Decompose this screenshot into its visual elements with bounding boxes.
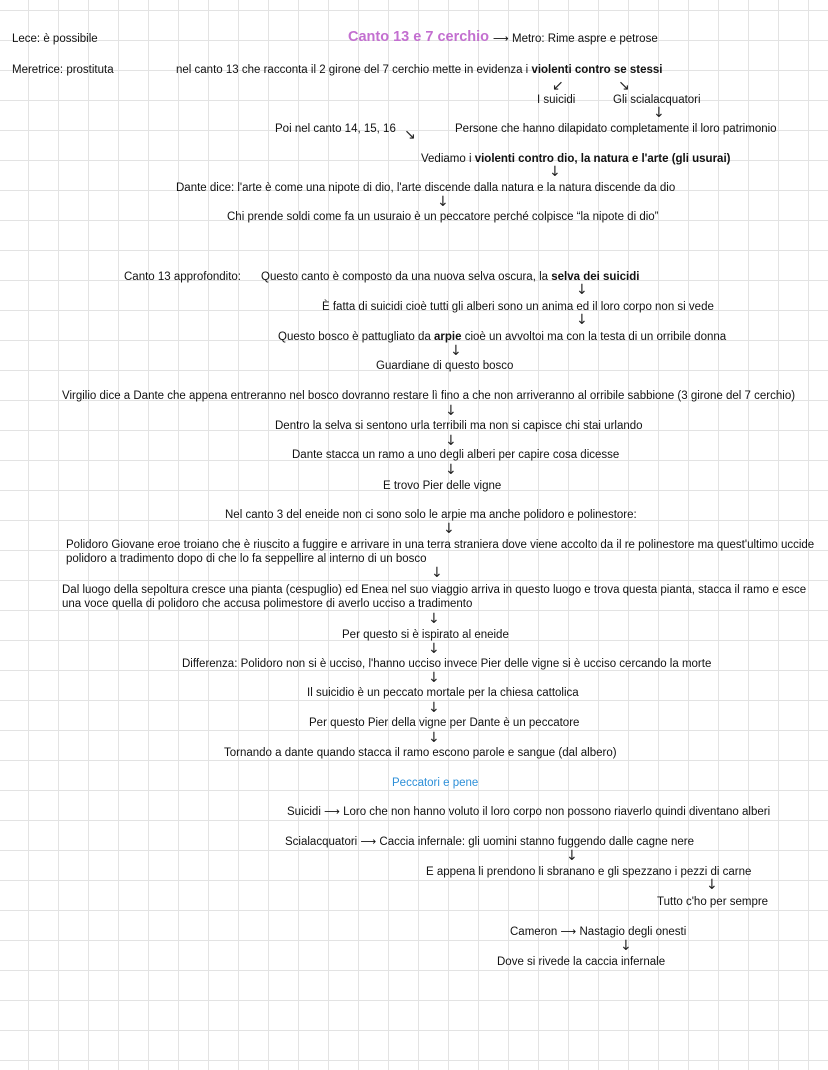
pier-line: E trovo Pier delle vigne — [383, 480, 502, 492]
nastagio-text: Nastagio degli onesti — [579, 926, 687, 938]
ramo-line: Dante stacca un ramo a uno degli alberi per capire cosa dicesse — [292, 449, 620, 461]
vediamo-line — [421, 152, 730, 166]
arrow-down-icon: ↓ — [431, 565, 443, 581]
scial-pena-label: Scialacquatori — [285, 836, 358, 848]
peccatore-line: Per questo Pier della vigne per Dante è un peccatore — [309, 717, 580, 729]
note-lece: Lece: è possibile — [12, 33, 98, 45]
arrow-right-icon: ⟶ — [324, 805, 340, 818]
arrow-down-icon: ↓ — [653, 105, 665, 121]
eneide-line: Nel canto 3 del eneide non ci sono solo le arpie ma anche polidoro e polinestore: — [225, 509, 637, 521]
arrow-right-icon: ⟶ — [360, 835, 377, 848]
section-heading: Peccatori e pene — [392, 777, 479, 789]
page-title: Canto 13 e 7 cerchio — [348, 29, 490, 45]
approfondito-label: Canto 13 approfondito: — [124, 271, 242, 283]
suicidi-pena-label: Suicidi — [287, 806, 321, 818]
arrow-down-icon: ↓ — [445, 403, 457, 419]
arrow-down-icon: ↓ — [450, 343, 462, 359]
arrow-down-icon: ↓ — [620, 938, 632, 954]
arrow-down-icon: ↓ — [445, 433, 457, 449]
caccia-line: Dove si rivede la caccia infernale — [497, 956, 666, 968]
dante-dice-line: Dante dice: l'arte è come una nipote di dio, l'arte discende dalla natura e la natura discende da dio — [176, 182, 676, 194]
vediamo-text: Vediamo i — [421, 153, 475, 165]
chi-prende-line: Chi prende soldi come fa un usuraio è un peccatore perché colpisce “la nipote di dio” — [227, 211, 659, 223]
arrow-down-icon: ↓ — [428, 641, 440, 657]
arpie-text-a: Questo bosco è pattugliato da — [278, 331, 434, 343]
arrow-down-icon: ↓ — [445, 462, 457, 478]
arrow-down-right-icon: ↘ — [404, 127, 416, 143]
cameron-text: Cameron — [510, 926, 558, 938]
urla-line: Dentro la selva si sentono urla terribili ma non si capisce chi stai urlando — [275, 420, 643, 432]
arrow-down-icon: ↓ — [576, 282, 588, 298]
arrow-down-icon: ↓ — [428, 700, 440, 716]
scialacquatori-label: Gli scialacquatori — [613, 94, 701, 106]
intro-line-bold: violenti contro se stessi — [531, 64, 663, 76]
sbranano-line: E appena li prendono li sbranano e gli spezzano i pezzi di carne — [426, 866, 752, 878]
suicidio-line: Il suicidio è un peccato mortale per la chiesa cattolica — [307, 687, 579, 699]
sepoltura-paragraph: Dal luogo della sepoltura cresce una pianta (cespuglio) ed Enea nel suo viaggio arriva in questo luogo e trova questa pianta, stacca il ramo e esce una voce quella di polidoro che accusa polimestore di averlo ucciso a tradimento — [62, 584, 807, 610]
selva-bold: selva dei suicidi — [551, 271, 640, 283]
arrow-down-right-icon: ↘ — [618, 78, 630, 94]
ispirato-line: Per questo si è ispirato al eneide — [342, 629, 509, 641]
scial-pena-text: Caccia infernale: gli uomini stanno fuggendo dalle cagne nere — [379, 836, 694, 848]
selva-text: Questo canto è composto da una nuova selva oscura, la — [261, 271, 552, 283]
arpie-line — [278, 330, 726, 344]
polidoro-paragraph: Polidoro Giovane eroe troiano che è riuscito a fuggire e arrivare in una terra straniera dove viene accolto da il re polinestore ma quest'ultimo uccide polidoro a tradimento dopo di che lo fa seppellire al interno di un bosco — [66, 539, 815, 565]
guardiane-line: Guardiane di questo bosco — [376, 360, 514, 372]
arrow-down-icon: ↓ — [428, 730, 440, 746]
arrow-down-left-icon: ↙ — [552, 78, 564, 94]
scial-pena — [285, 835, 694, 849]
tutto-line: Tutto c'ho per sempre — [657, 896, 769, 908]
arrow-down-icon: ↓ — [576, 312, 588, 328]
persone-note: Persone che hanno dilapidato completamente il loro patrimonio — [455, 123, 777, 135]
arrow-down-icon: ↓ — [549, 164, 561, 180]
virgilio-line: Virgilio dice a Dante che appena entreranno nel bosco dovranno restare lì fino a che non arriveranno al orribile sabbione (3 girone del 7 cerchio) — [62, 390, 796, 402]
arrow-down-icon: ↓ — [428, 611, 440, 627]
arrow-right-icon: ⟶ — [560, 925, 577, 938]
suicidi-pena — [287, 805, 770, 819]
metro-text: Metro: Rime aspre e petrose — [511, 33, 658, 45]
differenza-line: Differenza: Polidoro non si è ucciso, l'hanno ucciso invece Pier delle vigne si è ucciso cercando la morte — [182, 658, 712, 670]
arrow-right-icon: ⟶ — [493, 32, 509, 45]
canti-label: Poi nel canto 14, 15, 16 — [275, 123, 396, 135]
suicidi-pena-text: Loro che non hanno voluto il loro corpo non possono riaverlo quindi diventano alberi — [343, 806, 771, 818]
cameron-line — [510, 925, 686, 939]
arrow-down-icon: ↓ — [437, 194, 449, 210]
metro-note — [493, 32, 658, 46]
arpie-text-b: cioè un avvoltoi ma con la testa di un orribile donna — [461, 331, 727, 343]
sangue-line: Tornando a dante quando stacca il ramo escono parole e sangue (dal albero) — [224, 747, 617, 759]
arrow-down-icon: ↓ — [443, 521, 455, 537]
alberi-line: È fatta di suicidi cioè tutti gli alberi sono un anima ed il loro corpo non si vede — [322, 301, 714, 313]
intro-line — [176, 63, 662, 77]
vediamo-bold: violenti contro dio, la natura e l'arte (gli usurai) — [474, 153, 731, 165]
note-meretrice: Meretrice: prostituta — [12, 64, 114, 76]
arrow-down-icon: ↓ — [706, 877, 718, 893]
arrow-down-icon: ↓ — [566, 848, 578, 864]
arrow-down-icon: ↓ — [428, 670, 440, 686]
suicidi-label: I suicidi — [537, 94, 576, 106]
arpie-bold: arpie — [434, 331, 462, 343]
intro-line-text: nel canto 13 che racconta il 2 girone del 7 cerchio mette in evidenza i — [176, 64, 532, 76]
